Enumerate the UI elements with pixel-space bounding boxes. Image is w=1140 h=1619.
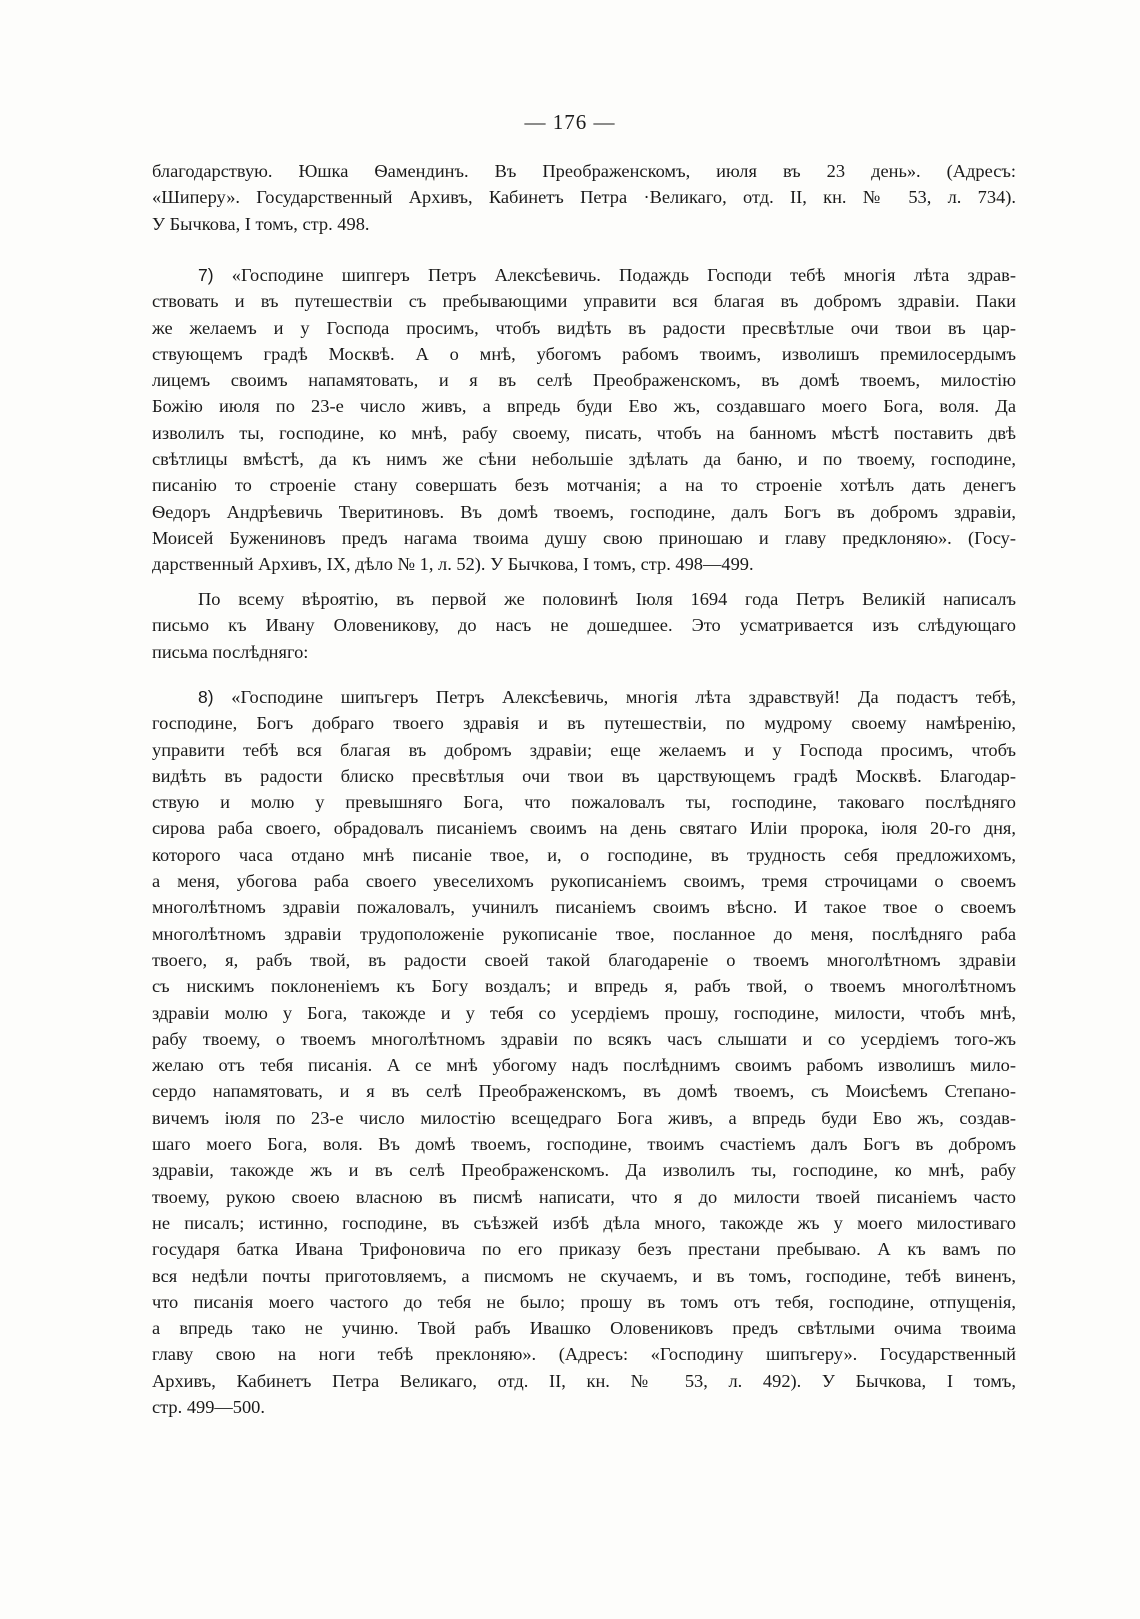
- text-line: видѣть въ радости блиско пресвѣтлыя очи твои въ царствующемъ градѣ Москвѣ. Благодар-: [152, 765, 1016, 786]
- text-line: [152, 262, 1016, 288]
- text-line: рабу твоему, о твоемъ многолѣтномъ здравіи по всякъ часъ слышати и со усердіемъ того-жъ: [152, 1028, 1016, 1049]
- text-line: твоего, я, рабъ твой, въ радости своей такой благодареніе о твоемъ многолѣтномъ здравіи: [152, 949, 1016, 970]
- text-line: [152, 684, 1016, 710]
- text-line: твоему, рукою своею власною въ писмѣ написати, что я до милости твоей писаніемъ часто: [152, 1186, 1016, 1207]
- text-line: ствовать и въ путешествіи съ пребывающими управити вся благая въ добромъ здравіи. Паки: [152, 291, 1016, 312]
- text-line: управити тебѣ вся благая въ добромъ здравіи; еще желаемъ и у Господа просимъ, чтобъ: [152, 739, 1016, 760]
- text-line: У Бычкова, I томъ, стр. 498.: [152, 213, 370, 234]
- text-line: съ нискимъ поклоненіемъ къ Богу воздалъ; и впредь я, рабъ твой, о твоемъ многолѣтномъ: [152, 976, 1016, 997]
- text-line: же желаемъ и у Господа просимъ, чтобъ видѣть въ радости пресвѣтлые очи твои въ цар-: [152, 317, 1016, 338]
- text-line: здравіи молю у Бога, такожде и у тебя со усердіемъ прошу, господине, милости, чтобъ мнѣ,: [152, 1002, 1016, 1023]
- text-line: сердо напамятовать, и я въ селѣ Преображенскомъ, въ домѣ твоемъ, съ Моисѣемъ Степано-: [152, 1081, 1016, 1102]
- letter-7-first-line: «Господине шипгеръ Петръ Алексѣевичь. Подаждь Господи тебѣ многія лѣта здрав-: [231, 265, 1016, 285]
- text-line: сирова раба своего, обрадовалъ писаніемъ своимъ на день святаго Иліи пророка, іюля 20-го дня,: [152, 818, 1016, 839]
- text-line: которого часа отдано мнѣ писаніе твое, и, о господине, въ трудность себя предложихомъ,: [152, 844, 1016, 865]
- text-line: изволилъ ты, господине, ко мнѣ, рабу своему, писать, чтобъ на банномъ мѣстѣ поставить двѣ: [152, 422, 1016, 443]
- text-line: здравіи, такожде жъ и въ селѣ Преображенскомъ. Да изволилъ ты, господине, ко мнѣ, рабу: [152, 1160, 1016, 1181]
- text-line: шаго моего Бога, воля. Въ домѣ твоемъ, господине, твоимъ счастіемъ далъ Богъ въ добромъ: [152, 1134, 1016, 1155]
- text-line: писанію то строеніе стану совершать безъ мотчанія; а на то строеніе хотѣлъ дать денегъ: [152, 475, 1016, 496]
- text-line: вичемъ іюля по 23-е число милостію всещедраго Бога живъ, а впредь буди Ево жъ, создав-: [152, 1107, 1016, 1128]
- intro-paragraph: [152, 158, 1016, 237]
- transition-paragraph: [152, 586, 1016, 665]
- text-line: вся недѣли почты приготовляемъ, а писмомъ не скучаемъ, и въ томъ, господине, тебѣ виненъ,: [152, 1265, 1016, 1286]
- text-line: не писалъ; истинно, господине, въ съѣзжей избѣ дѣла много, такожде жъ у моего милостиваго: [152, 1212, 1016, 1233]
- text-line: многолѣтномъ здравіи пожаловалъ, учинилъ писаніемъ своимъ вѣсно. И такое твое о своемъ: [152, 897, 1016, 918]
- text-line: лицемъ своимъ напамятовать, и я въ селѣ Преображенскомъ, въ домѣ твоемъ, милостію: [152, 370, 1016, 391]
- text-line: а меня, убогова раба своего увеселихомъ рукописаніемъ своимъ, тремя строчицами о своемъ: [152, 871, 1016, 892]
- text-line: свѣтлицы вмѣстѣ, да къ нимъ же сѣни небольшіе здѣлать да баню, и по твоему, господине,: [152, 449, 1016, 470]
- letter-7-label: 7): [198, 265, 214, 285]
- text-line: благодарствую. Юшка Ѳамендинъ. Въ Преображенскомъ, июля въ 23 день». (Адресъ:: [152, 161, 1016, 181]
- text-line: Божію июля по 23-е число живъ, а впредь буди Ево жъ, создавшаго моего Бога, воля. Да: [152, 396, 1016, 417]
- letter-8-first-line: «Господине шипъгеръ Петръ Алексѣевичь, многія лѣта здравствуй! Да подастъ тебѣ,: [231, 687, 1016, 707]
- text-line: письмо къ Ивану Оловеникову, до насъ не дошедшее. Это усматривается изъ слѣдующаго: [152, 615, 1016, 636]
- letter-7-paragraph: [152, 262, 1016, 578]
- letter-8-paragraph: [152, 684, 1016, 1420]
- text-line: Ѳедоръ Андрѣевичь Тверитиновъ. Въ домѣ твоемъ, господине, далъ Богъ въ добромъ здравіи,: [152, 501, 1016, 522]
- letter-8-label: 8): [198, 687, 214, 707]
- text-line: государя батка Ивана Трифоновича по его приказу безъ престани пребываю. А къ вамъ по: [152, 1239, 1016, 1260]
- text-line: а впредь тако не учиню. Твой рабъ Ивашко Оловениковъ предъ свѣтлыми очима твоима: [152, 1318, 1016, 1339]
- text-line: Моисей Бужениновъ предъ нагама твоима душу свою приношаю и главу предклоняю». (Госу-: [152, 527, 1016, 548]
- text-line: господине, Богъ добраго твоего здравія и въ путешествіи, по мудрому своему намѣренію,: [152, 713, 1016, 734]
- text-line: ствующемъ градѣ Москвѣ. А о мнѣ, убогомъ рабомъ твоимъ, изволишъ премилосердымъ: [152, 343, 1016, 364]
- text-line: главу свою на ноги тебѣ преклоняю». (Адресъ: «Господину шипъгеру». Государственный: [152, 1344, 1016, 1365]
- text-line: Архивъ, Кабинетъ Петра Великаго, отд. II, кн. № 53, л. 492). У Бычкова, I томъ,: [152, 1370, 1016, 1391]
- text-line: «Шиперу». Государственный Архивъ, Кабинетъ Петра ·Великаго, отд. II, кн. № 53, л. 734).: [152, 187, 1016, 208]
- text-line: письма послѣдняго:: [152, 641, 309, 662]
- text-line: ствую и молю у превышняго Бога, что пожаловалъ ты, господине, таковаго послѣдняго: [152, 792, 1016, 813]
- text-line: дарственный Архивъ, IX, дѣло № 1, л. 52). У Бычкова, I томъ, стр. 498—499.: [152, 554, 754, 575]
- text-line: стр. 499—500.: [152, 1397, 265, 1418]
- text-line: многолѣтномъ здравіи трудоположеніе рукописаніе твое, посланное до меня, послѣдняго раба: [152, 923, 1016, 944]
- page-number: — 176 —: [524, 110, 616, 134]
- text-line: желаю отъ тебя писанія. А се мнѣ убогому надъ послѣднимъ своимъ рабомъ изволишъ мило-: [152, 1055, 1016, 1076]
- text-line: По всему вѣроятію, въ первой же половинѣ Іюля 1694 года Петръ Великій написалъ: [198, 589, 1016, 609]
- text-line: что писанія моего частого до тебя не было; прошу въ томъ отъ тебя, господине, отпущенія,: [152, 1291, 1016, 1312]
